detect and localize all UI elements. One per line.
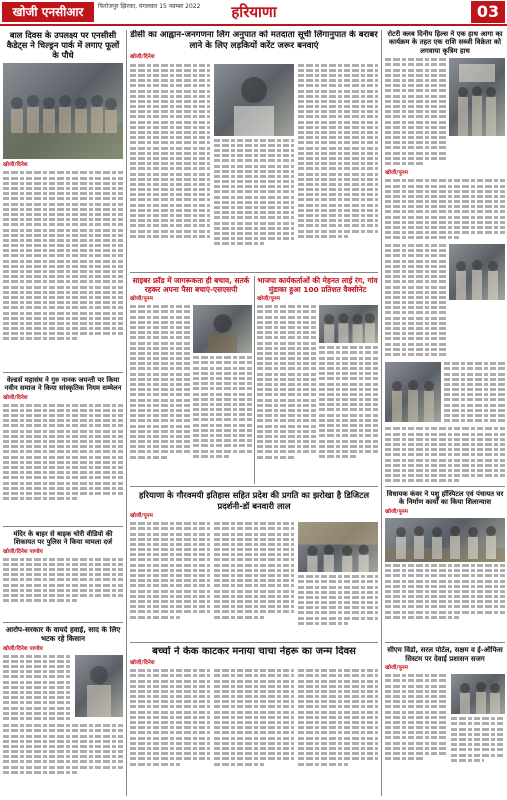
article-photo	[451, 674, 505, 714]
article-divider	[385, 486, 505, 487]
article-byline: खोजी/पूनम	[385, 170, 408, 177]
article-headline: डीसी का आह्वान-जनगणना लिंग अनुपात को मतदाता सूची लिंगानुपात के बराबर लाने के लिए लड़कियों करेंट जरूर बनवाएं	[130, 30, 378, 51]
article-body	[214, 522, 294, 627]
column-divider	[126, 30, 127, 796]
article-bike-theft	[3, 530, 123, 618]
group-photo-icon	[385, 362, 441, 422]
article-headline: विधायक कंवर ने पशु हॉस्पिटल एवं पंचायत घर के निर्माण कार्यों का किया शिलान्यास	[386, 490, 504, 507]
article-divider	[385, 642, 505, 643]
article-byline: खोजी/दिनेश पाण्डेय	[3, 548, 43, 555]
article-body	[451, 717, 505, 762]
group-photo-icon	[3, 63, 123, 159]
article-byline: खोजी/पूनम	[130, 296, 153, 303]
article-body	[3, 171, 123, 340]
article-headline: भाजपा कार्यकर्ताओं की मेहनत लाई रंग, गांव मुंडाका हुआ 100 प्रतिशत वैक्सीनेट	[257, 276, 378, 295]
article-rotary-club	[385, 30, 505, 240]
article-body	[298, 669, 378, 768]
group-photo-icon	[319, 305, 378, 343]
article-body	[130, 64, 210, 248]
article-byline: खोजी/दिनेश	[130, 54, 155, 61]
article-divider	[130, 486, 378, 487]
column-divider	[254, 276, 255, 484]
exhibition-photo-icon	[298, 522, 378, 572]
article-byline: खोजी/दिनेश	[3, 162, 28, 169]
police-officer-photo-icon	[193, 305, 252, 353]
official-portrait-icon	[214, 64, 294, 136]
article-photo	[449, 244, 505, 300]
article-mla-foundation	[385, 490, 505, 640]
dateline: फिरोजपुर झिरका, मंगलवार 15 नवम्बर 2022	[98, 3, 201, 10]
article-byline: खोजी/दिनेश पाण्डेय	[3, 645, 43, 652]
masthead	[0, 0, 507, 26]
article-photo	[75, 655, 123, 717]
article-byline: खोजी/दिनेश	[130, 660, 155, 666]
article-photo	[385, 518, 505, 562]
article-cyber-fraud	[130, 276, 252, 484]
person-photo-icon	[75, 655, 123, 717]
article-photo	[298, 522, 378, 572]
article-photo	[193, 305, 253, 353]
article-cm-window	[385, 646, 505, 796]
article-body	[214, 139, 294, 246]
article-body	[319, 346, 378, 458]
section-title: हरियाणा	[231, 3, 277, 21]
article-photo	[214, 64, 294, 136]
meeting-photo-icon	[449, 244, 505, 300]
article-byline: खोजी/पूनम	[385, 665, 408, 672]
article-divider	[130, 642, 378, 643]
article-headline: बच्चों ने केक काटकर मनाया चाचा नेहरू का जन्म दिवस	[152, 646, 356, 657]
article-dc-sex-ratio	[130, 30, 378, 270]
article-body	[385, 244, 446, 358]
article-body	[130, 522, 210, 627]
article-headline: हरियाणा के गौरवमयी इतिहास सहित प्रदेश की प्रगति का झरोखा है डिजिटल प्रदर्शनी-डॉ बनवारी लाल	[138, 490, 370, 511]
article-body	[385, 179, 505, 239]
article-digital-exhibition	[130, 490, 378, 640]
article-body	[385, 58, 446, 167]
article-body	[3, 558, 123, 603]
article-byline: खोजी/पूनम	[130, 513, 153, 519]
article-welders	[3, 376, 123, 522]
article-headline: आरोप-सरकार के वायदे हवाई, साद के लिए भटक रहे किसान	[5, 626, 121, 643]
article-photo	[319, 305, 378, 343]
officials-photo-icon	[451, 674, 505, 714]
article-divider	[3, 372, 123, 373]
article-headline: रोटरी क्लब दिनीय हिल्स ने एक हाथ आगा का कार्यक्रम के तहत एक राशि सब्जी विक्रेता को लगवाया कृत्रिम हाथ	[387, 30, 503, 55]
article-divider	[130, 272, 378, 273]
article-divider	[3, 526, 123, 527]
article-vaccination	[257, 276, 378, 484]
newspaper-logo: खोजी एनसीआर	[2, 2, 94, 22]
article-body	[3, 404, 123, 500]
article-divider	[3, 622, 123, 623]
article-photo	[3, 63, 123, 159]
article-right-continued	[385, 244, 505, 484]
article-byline: खोजी/दिनेश	[3, 394, 28, 401]
article-byline: खोजी/पूनम	[385, 508, 408, 515]
article-body	[385, 427, 505, 482]
article-byline: खोजी/पूनम	[257, 296, 280, 303]
article-farmers	[3, 626, 123, 796]
article-body	[385, 564, 505, 619]
article-headline: वेल्डर्स महासंघ ने गुरु नानक जयन्ती पर किया नवीन समाज ने किया सांस्कृतिक नियम सम्मेलन	[4, 376, 122, 393]
article-photo	[449, 58, 505, 136]
group-photo-icon	[449, 58, 505, 136]
article-body	[257, 305, 316, 461]
article-headline: साइबर फ्रॉड में जागरूकता ही बचाव, सतर्क रहकर अपना पैसा बचाएं-एसएसपी	[132, 276, 250, 295]
article-headline: सीएम विंडो, सरल पोर्टल, सक्षम व ई-ऑफिस सिस्टम पर देवाई प्रशासन सजग	[387, 646, 503, 663]
article-body	[385, 674, 448, 764]
article-body	[193, 356, 253, 458]
article-body	[130, 305, 190, 461]
article-headline: बाल दिवस के उपलक्ष्य पर एनसीसी कैडेट्स ने चिल्ड्रन पार्क में लगाए फूलों के पौधे	[6, 30, 120, 61]
article-body	[3, 655, 72, 722]
article-ncc-cadets	[3, 30, 123, 368]
page-number: 03	[471, 1, 505, 23]
column-divider	[381, 30, 382, 796]
article-body	[130, 669, 210, 768]
article-body	[444, 362, 505, 424]
article-headline: मंदिर के बाहर से बाइक चोरी वीडियो की शिकायत पर पुलिस ने किया मामला दर्ज	[13, 530, 113, 547]
article-body	[3, 724, 123, 774]
article-body	[298, 64, 378, 248]
article-photo	[385, 362, 441, 422]
article-childrens-day	[130, 646, 378, 796]
article-body	[214, 669, 294, 768]
ceremony-photo-icon	[385, 518, 505, 562]
article-body	[298, 575, 378, 625]
